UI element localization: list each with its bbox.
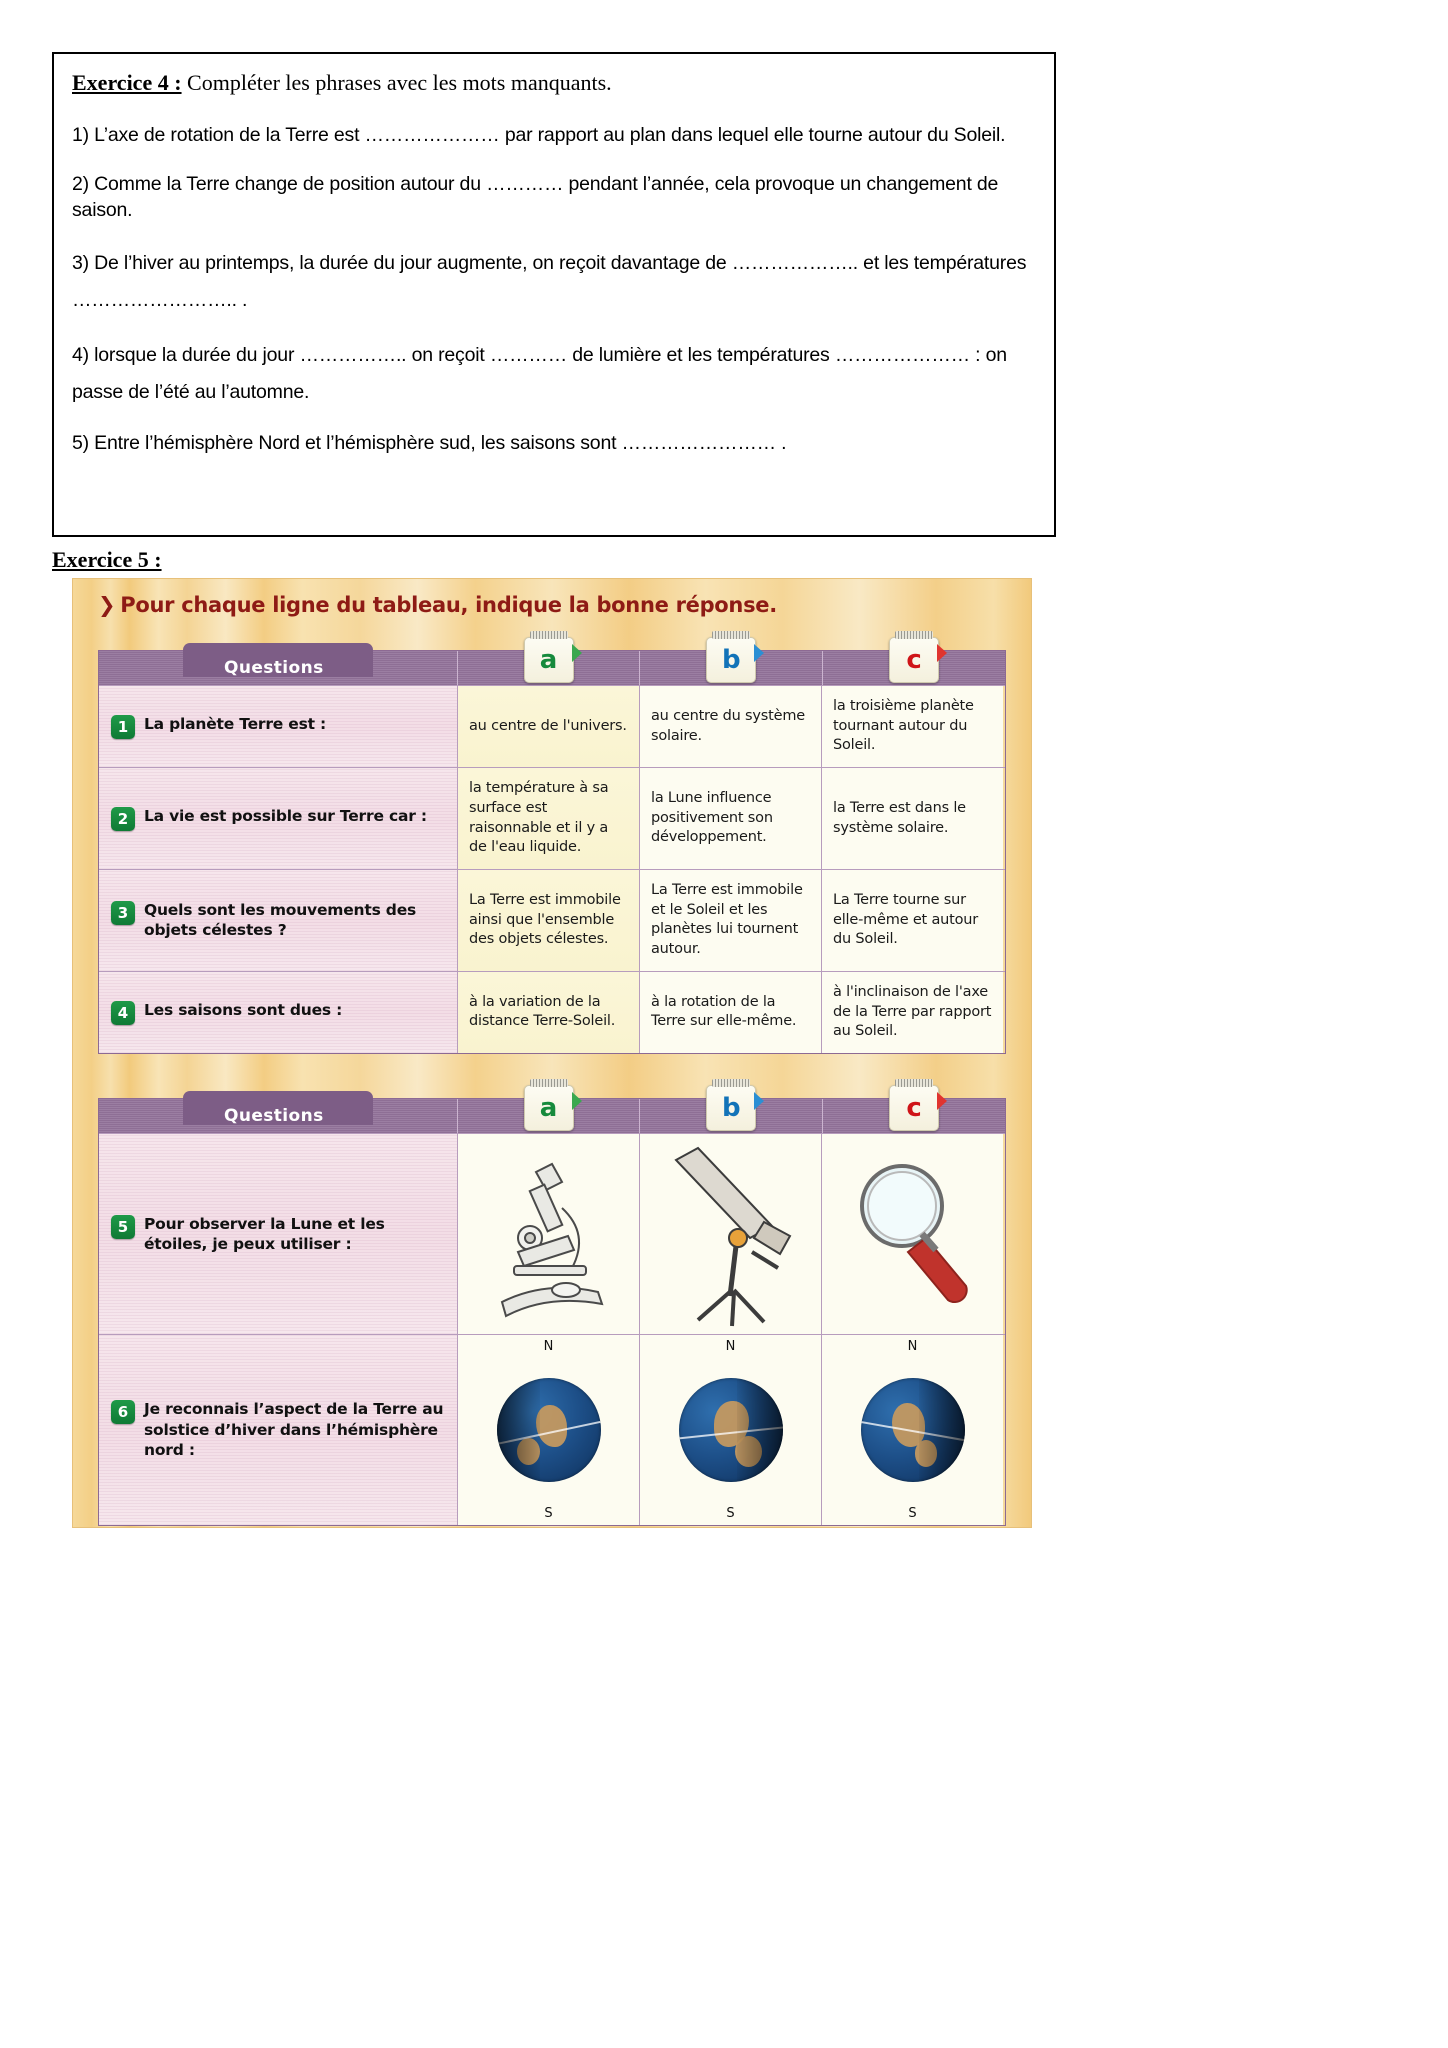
column-tab-b[interactable] <box>706 637 756 683</box>
answer-text-c: à l'inclinaison de l'axe de la Terre par rapport au Soleil. <box>833 983 992 1040</box>
answers-table-1 <box>98 645 1006 1054</box>
table-1-questions-header <box>99 651 457 685</box>
answer-text-a: la température à sa surface est raisonnable et il y a de l'eau liquide. <box>469 780 609 856</box>
answer-cell-a[interactable] <box>457 972 639 1053</box>
spiral-clip-icon <box>895 631 933 639</box>
column-letter-b: b <box>721 645 741 675</box>
question-text: La vie est possible sur Terre car : <box>144 807 427 826</box>
answer-text-c: La Terre tourne sur elle-même et autour du Soleil. <box>833 891 979 948</box>
table-1-column-a-header <box>457 645 640 685</box>
globe-icon <box>861 1378 965 1482</box>
exercise-4-item-2: 2) Comme la Terre change de position autour du ………… pendant l’année, cela provoque un changement de saison. <box>72 172 999 222</box>
tab-flag-icon <box>572 644 582 662</box>
column-letter-c: c <box>906 1093 922 1123</box>
globe-icon <box>679 1378 783 1482</box>
question-number-badge: 2 <box>111 807 135 831</box>
question-cell <box>99 1134 457 1334</box>
column-tab-a[interactable] <box>524 1085 574 1131</box>
north-pole-label: N <box>725 1339 736 1354</box>
worksheet-banner-text: Pour chaque ligne du tableau, indique la bonne réponse. <box>120 593 777 617</box>
question-text: Pour observer la Lune et les étoiles, je peux utiliser : <box>144 1214 385 1253</box>
answer-cell-b[interactable] <box>639 870 821 971</box>
spiral-clip-icon <box>530 1079 568 1087</box>
south-pole-label: S <box>908 1506 917 1521</box>
exercise-4-item-3: 3) De l’hiver au printemps, la durée du jour augmente, on reçoit davantage de ……………….. et les températures …………………….. . <box>72 252 1027 312</box>
question-cell <box>99 686 457 767</box>
exercise-5-worksheet <box>72 578 1032 1528</box>
question-cell <box>99 1335 457 1525</box>
question-text: La planète Terre est : <box>144 715 327 734</box>
table-1-column-c-header <box>822 645 1005 685</box>
answer-cell-c[interactable] <box>821 768 1003 869</box>
north-pole-label: N <box>543 1339 554 1354</box>
chevron-right-icon: ❯ <box>98 593 116 617</box>
question-number-badge: 5 <box>111 1215 135 1239</box>
answer-cell-b[interactable] <box>639 768 821 869</box>
column-tab-c[interactable] <box>889 637 939 683</box>
spiral-clip-icon <box>530 631 568 639</box>
spiral-clip-icon <box>895 1079 933 1087</box>
question-cell <box>99 972 457 1053</box>
spiral-clip-icon <box>712 1079 750 1087</box>
column-tab-b[interactable] <box>706 1085 756 1131</box>
question-number-badge: 1 <box>111 715 135 739</box>
exercise-4-box <box>52 52 1056 537</box>
tab-flag-icon <box>937 1092 947 1110</box>
table-row <box>99 685 1005 767</box>
table-2-header-row <box>99 1093 1005 1133</box>
worksheet-banner <box>72 578 1032 632</box>
answer-text-b: La Terre est immobile et le Soleil et les planètes lui tournent autour. <box>651 882 803 958</box>
question-text: Quels sont les mouvements des objets célestes ? <box>144 901 417 940</box>
answer-cell-b[interactable] <box>639 686 821 767</box>
exercise-5-title: Exercice 5 : <box>52 547 162 572</box>
table-2-column-c-header <box>822 1093 1005 1133</box>
telescope-icon <box>640 1134 822 1334</box>
exercise-4-item-1: 1) L’axe de rotation de la Terre est ………………… par rapport au plan dans lequel elle tourne autour du Soleil. <box>72 124 1006 147</box>
table-2-column-b-header <box>639 1093 822 1133</box>
microscope-icon <box>458 1134 640 1334</box>
answer-cell-c[interactable] <box>821 1134 1003 1334</box>
exercise-4-item-5: 5) Entre l’hémisphère Nord et l’hémisphère sud, les saisons sont …………………… . <box>72 431 787 454</box>
answer-cell-a[interactable] <box>457 1335 639 1525</box>
questions-header-label: Questions <box>223 658 324 678</box>
answer-cell-b[interactable] <box>639 1335 821 1525</box>
answer-cell-a[interactable] <box>457 870 639 971</box>
question-cell <box>99 768 457 869</box>
question-number-badge: 6 <box>111 1400 135 1424</box>
answer-text-b: la Lune influence positivement son développement. <box>651 790 773 846</box>
question-text: Les saisons sont dues : <box>144 1000 343 1019</box>
answer-text-b: à la rotation de la Terre sur elle-même. <box>651 993 797 1030</box>
answer-cell-c[interactable] <box>821 686 1003 767</box>
column-letter-c: c <box>906 645 922 675</box>
answer-cell-c[interactable] <box>821 972 1003 1053</box>
answer-text-c: la troisième planète tournant autour du Soleil. <box>833 698 974 754</box>
table-row <box>99 971 1005 1053</box>
answer-text-c: la Terre est dans le système solaire. <box>833 799 966 836</box>
answer-cell-b[interactable] <box>639 1134 821 1334</box>
question-number-badge: 4 <box>111 1001 135 1025</box>
column-tab-c[interactable] <box>889 1085 939 1131</box>
table-2-questions-header <box>99 1099 457 1133</box>
exercise-4-title-instruction: Compléter les phrases avec les mots manquants. <box>181 70 612 95</box>
answer-cell-a[interactable] <box>457 686 639 767</box>
magnifying-glass-icon <box>822 1134 1004 1334</box>
exercise-4-title-label: Exercice 4 : <box>72 70 182 95</box>
answers-table-2 <box>98 1093 1006 1526</box>
north-pole-label: N <box>907 1339 918 1354</box>
tab-flag-icon <box>754 1092 764 1110</box>
table-row <box>99 767 1005 869</box>
table-2-column-a-header <box>457 1093 640 1133</box>
south-pole-label: S <box>544 1506 553 1521</box>
answer-cell-b[interactable] <box>639 972 821 1053</box>
answer-cell-c[interactable] <box>821 870 1003 971</box>
tab-flag-icon <box>937 644 947 662</box>
table-1-header-row <box>99 645 1005 685</box>
tab-flag-icon <box>754 644 764 662</box>
answer-text-a: à la variation de la distance Terre-Soleil. <box>469 993 616 1030</box>
answer-cell-c[interactable] <box>821 1335 1003 1525</box>
questions-header-label: Questions <box>223 1106 324 1126</box>
column-letter-a: a <box>539 1093 558 1123</box>
table-row <box>99 869 1005 971</box>
tab-flag-icon <box>572 1092 582 1110</box>
answer-text-a: au centre de l'univers. <box>469 717 627 734</box>
table-row <box>99 1334 1005 1525</box>
south-pole-label: S <box>726 1506 735 1521</box>
spiral-clip-icon <box>712 631 750 639</box>
question-text: Je reconnais l’aspect de la Terre au solstice d’hiver dans l’hémisphère nord : <box>144 1400 444 1460</box>
answer-text-b: au centre du système solaire. <box>651 707 805 744</box>
column-letter-a: a <box>539 645 558 675</box>
answer-text-a: La Terre est immobile ainsi que l'ensemble des objets célestes. <box>469 891 621 948</box>
globe-icon <box>497 1378 601 1482</box>
exercise-4-title <box>72 70 1036 96</box>
table-1-column-b-header <box>639 645 822 685</box>
column-tab-a[interactable] <box>524 637 574 683</box>
column-letter-b: b <box>721 1093 741 1123</box>
question-cell <box>99 870 457 971</box>
exercise-4-item-4: 4) lorsque la durée du jour …………….. on reçoit ………… de lumière et les températures ………………… : on passe de l’été au l’automne. <box>72 344 1007 404</box>
answer-cell-a[interactable] <box>457 768 639 869</box>
table-row <box>99 1133 1005 1334</box>
question-number-badge: 3 <box>111 901 135 925</box>
answer-cell-a[interactable] <box>457 1134 639 1334</box>
